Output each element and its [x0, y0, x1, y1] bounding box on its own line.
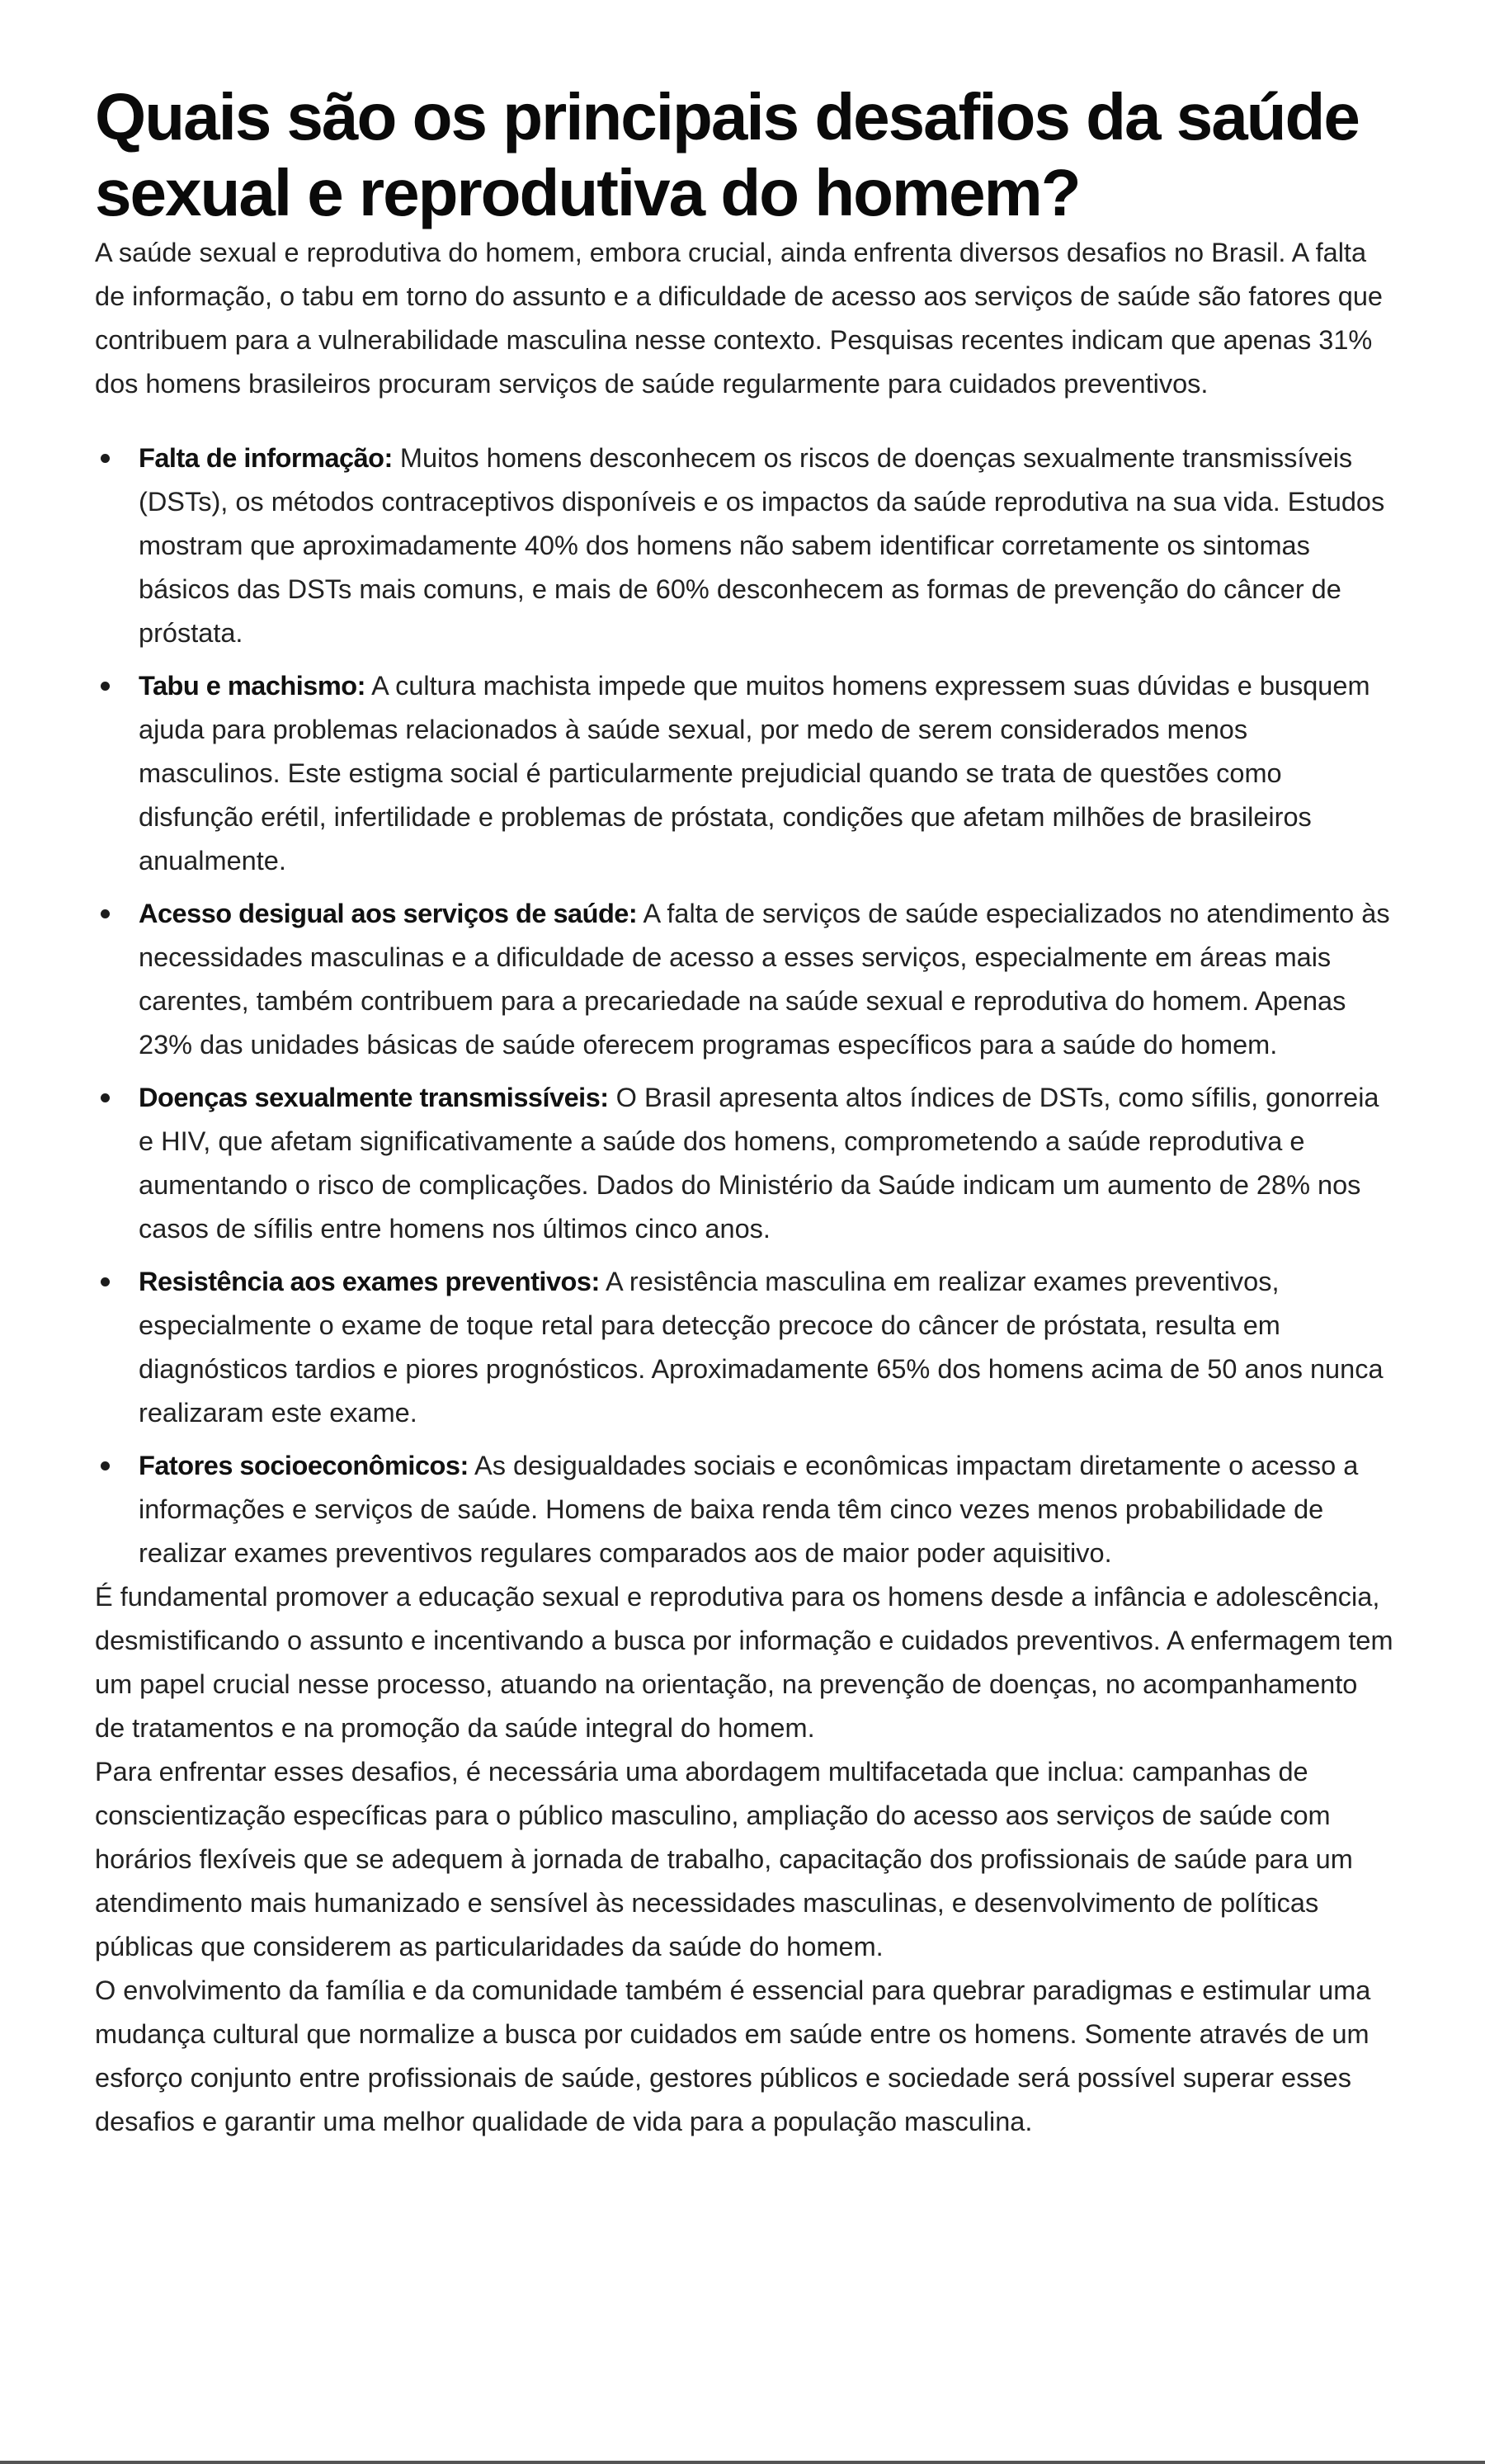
bullet-icon — [101, 1277, 110, 1286]
bullet-icon — [101, 1093, 110, 1102]
page-title: Quais são os principais desafios da saúde sexual e reprodutiva do homem? — [95, 80, 1359, 229]
paragraph-community: O envolvimento da família e da comunidade também é essencial para quebrar paradigmas e estimular uma mudança cultural que normalize a busca por cuidados em saúde entre os homens. Somente através de um esforço conjunto entre profissionais de saúde, gestores públicos e sociedade será possível superar esses desafios e garantir uma melhor qualidade de vida para a população masculina. — [95, 1975, 1371, 2136]
bullet-icon — [101, 454, 110, 463]
list-item — [95, 664, 1394, 883]
list-item-term: Falta de informação: — [139, 443, 393, 473]
list-item — [95, 1444, 1394, 1575]
bottom-divider — [0, 2461, 1485, 2464]
list-item-term: Fatores socioeconômicos: — [139, 1451, 469, 1480]
list-item — [95, 437, 1394, 655]
challenges-list — [95, 437, 1394, 1575]
intro-paragraph: A saúde sexual e reprodutiva do homem, embora crucial, ainda enfrenta diversos desafios no Brasil. A falta de informação, o tabu em torno do assunto e a dificuldade de acesso aos serviços de saúde são fatores que contribuem para a vulnerabilidade masculina nesse contexto. Pesquisas recentes indicam que apenas 31% dos homens brasileiros procuram serviços de saúde regularmente para cuidados preventivos. — [95, 238, 1383, 399]
list-item — [95, 892, 1394, 1067]
list-item-text: A resistência masculina em realizar exames preventivos, especialmente o exame de toque retal para detecção precoce do câncer de próstata, resulta em diagnósticos tardios e piores prognósticos. Aproximadamente 65% dos homens acima de 50 anos nunca realizaram este exame. — [139, 1267, 1384, 1428]
paragraph-education: É fundamental promover a educação sexual e reprodutiva para os homens desde a infância e adolescência, desmistificando o assunto e incentivando a busca por informação e cuidados preventivos. A enfermagem tem um papel crucial nesse processo, atuando na orientação, na prevenção de doenças, no acompanhamento de tratamentos e na promoção da saúde integral do homem. — [95, 1582, 1393, 1743]
list-item — [95, 1076, 1394, 1251]
bullet-icon — [101, 1461, 110, 1470]
list-item-term: Resistência aos exames preventivos: — [139, 1267, 600, 1296]
bullet-icon — [101, 909, 110, 918]
list-item-text: A cultura machista impede que muitos homens expressem suas dúvidas e busquem ajuda para problemas relacionados à saúde sexual, por medo de serem considerados menos masculinos. Este estigma social é particularmente prejudicial quando se trata de questões como disfunção erétil, infertilidade e problemas de próstata, condições que afetam milhões de brasileiros anualmente. — [139, 671, 1370, 876]
list-item-term: Acesso desigual aos serviços de saúde: — [139, 899, 638, 928]
list-item-text: O Brasil apresenta altos índices de DSTs, como sífilis, gonorreia e HIV, que afetam significativamente a saúde dos homens, comprometendo a saúde reprodutiva e aumentando o risco de complicações. Dados do Ministério da Saúde indicam um aumento de 28% nos casos de sífilis entre homens nos últimos cinco anos. — [139, 1083, 1379, 1244]
list-item-term: Tabu e machismo: — [139, 671, 365, 701]
list-item-term: Doenças sexualmente transmissíveis: — [139, 1083, 609, 1112]
list-item-text: A falta de serviços de saúde especializados no atendimento às necessidades masculinas e a dificuldade de acesso a esses serviços, especialmente em áreas mais carentes, também contribuem para a precariedade na saúde sexual e reprodutiva do homem. Apenas 23% das unidades básicas de saúde oferecem programas específicos para a saúde do homem. — [139, 899, 1390, 1060]
bullet-icon — [101, 682, 110, 691]
paragraph-approach: Para enfrentar esses desafios, é necessária uma abordagem multifacetada que inclua: campanhas de conscientização específicas para o público masculino, ampliação do acesso aos serviços de saúde com horários flexíveis que se adequem à jornada de trabalho, capacitação dos profissionais de saúde para um atendimento mais humanizado e sensível às necessidades masculinas, e desenvolvimento de políticas públicas que considerem as particularidades da saúde do homem. — [95, 1757, 1353, 1961]
list-item — [95, 1260, 1394, 1435]
list-item-text: As desigualdades sociais e econômicas impactam diretamente o acesso a informações e serviços de saúde. Homens de baixa renda têm cinco vezes menos probabilidade de realizar exames preventivos regulares comparados aos de maior poder aquisitivo. — [139, 1451, 1359, 1568]
article — [95, 79, 1394, 2144]
list-item-text: Muitos homens desconhecem os riscos de doenças sexualmente transmissíveis (DSTs), os métodos contraceptivos disponíveis e os impactos da saúde reprodutiva na sua vida. Estudos mostram que aproximadamente 40% dos homens não sabem identificar corretamente os sintomas básicos das DSTs mais comuns, e mais de 60% desconhecem as formas de prevenção do câncer de próstata. — [139, 443, 1385, 648]
